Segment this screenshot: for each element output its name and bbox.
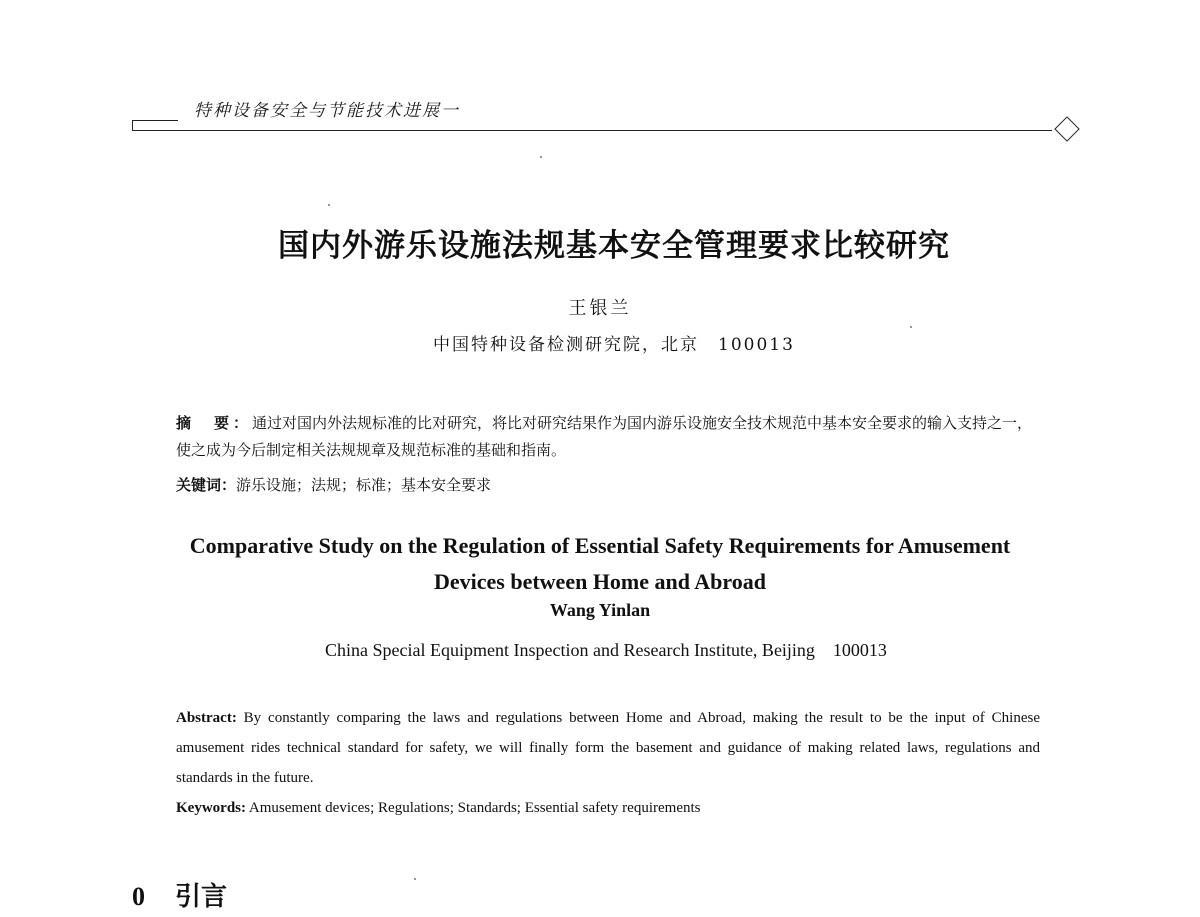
chinese-abstract-label: 摘 要： bbox=[176, 414, 253, 432]
english-abstract-text: By constantly comparing the laws and regulations between Home and Abroad, making the result to be the input of Chinese amusement rides technical standard for safety, we will finally form the basement and guidance of making related laws, regulations and standards in the future. bbox=[176, 710, 1040, 786]
chinese-keywords-label: 关键词： bbox=[176, 476, 237, 494]
scan-speck bbox=[540, 156, 542, 158]
section-title: 引言 bbox=[175, 882, 228, 912]
english-abstract bbox=[176, 703, 1040, 793]
scan-speck bbox=[414, 878, 416, 880]
english-title-line-1: Comparative Study on the Regulation of Essential Safety Requirements for Amusement bbox=[189, 533, 1011, 558]
english-keywords-text: Amusement devices; Regulations; Standards; Essential safety requirements bbox=[246, 800, 701, 816]
chinese-title: 国内外游乐设施法规基本安全管理要求比较研究 bbox=[278, 228, 950, 264]
chinese-abstract-text: 通过对国内外法规标准的比对研究，将比对研究结果作为国内游乐设施安全技术规范中基本安全要求的输入支持之一，使之成为今后制定相关法规规章及规范标准的基础和指南。 bbox=[176, 414, 1033, 459]
english-affiliation: China Special Equipment Inspection and Research Institute, Beijing 100013 bbox=[325, 640, 887, 660]
english-keywords bbox=[176, 794, 1040, 822]
chinese-author: 王银兰 bbox=[568, 298, 632, 319]
english-author: Wang Yinlan bbox=[549, 600, 651, 620]
running-header bbox=[132, 96, 1092, 142]
scan-speck bbox=[328, 204, 330, 206]
section-number: 0 bbox=[132, 882, 145, 911]
header-rule-short bbox=[132, 120, 178, 121]
running-header-text: 特种设备安全与节能技术进展一 bbox=[194, 101, 460, 121]
scan-speck bbox=[910, 326, 912, 328]
header-rule-long bbox=[132, 130, 1052, 131]
english-abstract-label: Abstract: bbox=[176, 710, 237, 726]
english-keywords-label: Keywords: bbox=[176, 800, 246, 816]
chinese-keywords bbox=[176, 472, 1046, 499]
diamond-icon bbox=[1054, 116, 1079, 141]
header-rule-tick bbox=[132, 120, 133, 130]
chinese-abstract bbox=[176, 410, 1046, 464]
chinese-keywords-text: 游乐设施；法规；标准；基本安全要求 bbox=[236, 476, 492, 494]
english-title-line-2: Devices between Home and Abroad bbox=[433, 569, 767, 594]
chinese-affiliation: 中国特种设备检测研究院，北京 100013 bbox=[433, 335, 795, 355]
section-heading bbox=[132, 876, 227, 913]
english-title bbox=[0, 528, 1200, 600]
